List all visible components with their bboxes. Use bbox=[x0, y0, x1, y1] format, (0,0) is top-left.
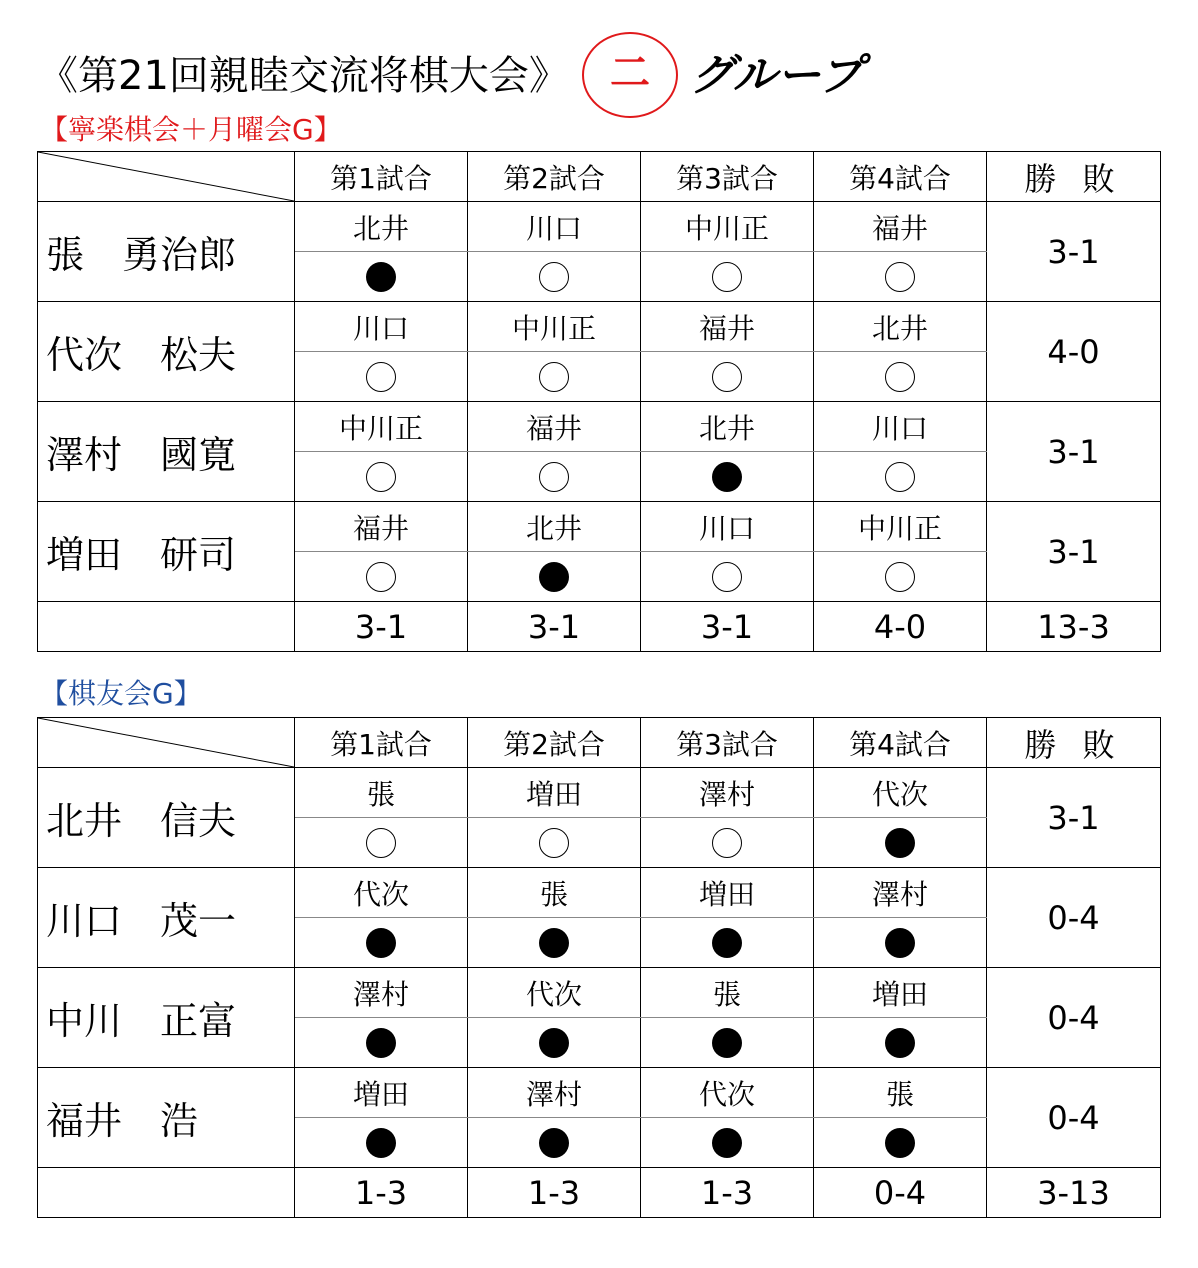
loss-dot-icon bbox=[712, 462, 742, 492]
opponent-name: 澤村 bbox=[641, 768, 814, 818]
result-cell bbox=[814, 552, 987, 602]
results-table bbox=[37, 151, 1161, 652]
result-cell bbox=[814, 252, 987, 302]
win-circle-icon bbox=[366, 562, 396, 592]
opponent-name: 川口 bbox=[468, 202, 641, 252]
opponent-name: 川口 bbox=[295, 302, 468, 352]
result-cell bbox=[468, 818, 641, 868]
player-name: 北井 信夫 bbox=[38, 768, 295, 868]
opponent-name: 代次 bbox=[295, 868, 468, 918]
round-total: 1-3 bbox=[295, 1168, 468, 1218]
opponent-name: 福井 bbox=[814, 202, 987, 252]
result-cell bbox=[814, 352, 987, 402]
opponent-name: 澤村 bbox=[468, 1068, 641, 1118]
player-record: 0-4 bbox=[987, 968, 1161, 1068]
player-name: 張 勇治郎 bbox=[38, 202, 295, 302]
totals-label-cell bbox=[38, 1168, 295, 1218]
result-cell bbox=[641, 1118, 814, 1168]
opponent-name: 中川正 bbox=[468, 302, 641, 352]
round-total: 0-4 bbox=[814, 1168, 987, 1218]
win-circle-icon bbox=[539, 462, 569, 492]
opponent-name: 中川正 bbox=[814, 502, 987, 552]
opponent-name: 福井 bbox=[641, 302, 814, 352]
opponent-name: 澤村 bbox=[295, 968, 468, 1018]
opponent-name: 増田 bbox=[468, 768, 641, 818]
opponent-name: 張 bbox=[295, 768, 468, 818]
loss-dot-icon bbox=[539, 1028, 569, 1058]
opponent-name: 澤村 bbox=[814, 868, 987, 918]
result-cell bbox=[468, 918, 641, 968]
player-name: 代次 松夫 bbox=[38, 302, 295, 402]
result-cell bbox=[295, 352, 468, 402]
win-circle-icon bbox=[885, 262, 915, 292]
opponent-name: 張 bbox=[641, 968, 814, 1018]
loss-dot-icon bbox=[885, 828, 915, 858]
opponent-name: 張 bbox=[814, 1068, 987, 1118]
totals-label-cell bbox=[38, 602, 295, 652]
win-loss-header: 勝 敗 bbox=[987, 152, 1161, 202]
opponent-name: 中川正 bbox=[641, 202, 814, 252]
loss-dot-icon bbox=[366, 1128, 396, 1158]
group-mark: 二 bbox=[610, 50, 650, 96]
result-cell bbox=[641, 452, 814, 502]
round-header: 第2試合 bbox=[468, 718, 641, 768]
opponent-name: 中川正 bbox=[295, 402, 468, 452]
player-record: 3-1 bbox=[987, 202, 1161, 302]
loss-dot-icon bbox=[366, 262, 396, 292]
result-cell bbox=[295, 252, 468, 302]
player-record: 0-4 bbox=[987, 1068, 1161, 1168]
opponent-name: 福井 bbox=[468, 402, 641, 452]
result-cell bbox=[814, 1018, 987, 1068]
win-circle-icon bbox=[712, 262, 742, 292]
opponent-name: 代次 bbox=[814, 768, 987, 818]
result-cell bbox=[814, 1118, 987, 1168]
loss-dot-icon bbox=[712, 928, 742, 958]
group-badge bbox=[582, 32, 678, 118]
opponent-name: 代次 bbox=[468, 968, 641, 1018]
win-circle-icon bbox=[366, 462, 396, 492]
result-cell bbox=[641, 918, 814, 968]
round-total: 3-1 bbox=[641, 602, 814, 652]
player-record: 0-4 bbox=[987, 868, 1161, 968]
win-circle-icon bbox=[712, 362, 742, 392]
player-name: 福井 浩 bbox=[38, 1068, 295, 1168]
result-cell bbox=[814, 818, 987, 868]
loss-dot-icon bbox=[366, 928, 396, 958]
player-name: 澤村 國寛 bbox=[38, 402, 295, 502]
result-cell bbox=[641, 352, 814, 402]
player-name: 川口 茂一 bbox=[38, 868, 295, 968]
round-total: 1-3 bbox=[641, 1168, 814, 1218]
result-cell bbox=[468, 452, 641, 502]
win-circle-icon bbox=[539, 362, 569, 392]
round-total: 3-1 bbox=[295, 602, 468, 652]
result-cell bbox=[295, 452, 468, 502]
opponent-name: 張 bbox=[468, 868, 641, 918]
opponent-name: 川口 bbox=[814, 402, 987, 452]
result-cell bbox=[641, 1018, 814, 1068]
result-cell bbox=[295, 1118, 468, 1168]
result-cell bbox=[641, 552, 814, 602]
result-cell bbox=[468, 352, 641, 402]
player-record: 4-0 bbox=[987, 302, 1161, 402]
loss-dot-icon bbox=[885, 1028, 915, 1058]
grand-total: 3-13 bbox=[987, 1168, 1161, 1218]
group-label: グループ bbox=[690, 50, 863, 101]
result-cell bbox=[468, 1018, 641, 1068]
player-name: 増田 研司 bbox=[38, 502, 295, 602]
results-table bbox=[37, 717, 1161, 1218]
win-circle-icon bbox=[366, 362, 396, 392]
result-cell bbox=[295, 1018, 468, 1068]
opponent-name: 増田 bbox=[295, 1068, 468, 1118]
section-title: 【棋友会G】 bbox=[40, 677, 202, 710]
opponent-name: 北井 bbox=[814, 302, 987, 352]
round-total: 1-3 bbox=[468, 1168, 641, 1218]
round-header: 第1試合 bbox=[295, 718, 468, 768]
opponent-name: 北井 bbox=[468, 502, 641, 552]
result-cell bbox=[295, 818, 468, 868]
win-loss-header: 勝 敗 bbox=[987, 718, 1161, 768]
round-header: 第4試合 bbox=[814, 152, 987, 202]
loss-dot-icon bbox=[885, 1128, 915, 1158]
result-cell bbox=[641, 818, 814, 868]
win-circle-icon bbox=[885, 462, 915, 492]
round-total: 4-0 bbox=[814, 602, 987, 652]
opponent-name: 北井 bbox=[295, 202, 468, 252]
win-circle-icon bbox=[539, 828, 569, 858]
player-record: 3-1 bbox=[987, 402, 1161, 502]
round-header: 第4試合 bbox=[814, 718, 987, 768]
result-cell bbox=[468, 552, 641, 602]
loss-dot-icon bbox=[539, 562, 569, 592]
player-record: 3-1 bbox=[987, 768, 1161, 868]
win-circle-icon bbox=[885, 362, 915, 392]
win-circle-icon bbox=[712, 562, 742, 592]
win-circle-icon bbox=[366, 828, 396, 858]
header-corner bbox=[38, 152, 295, 202]
result-cell bbox=[295, 918, 468, 968]
opponent-name: 福井 bbox=[295, 502, 468, 552]
round-header: 第3試合 bbox=[641, 152, 814, 202]
loss-dot-icon bbox=[539, 928, 569, 958]
section-title: 【寧楽棋会＋月曜会G】 bbox=[40, 113, 342, 146]
loss-dot-icon bbox=[366, 1028, 396, 1058]
result-cell bbox=[641, 252, 814, 302]
round-header: 第2試合 bbox=[468, 152, 641, 202]
win-circle-icon bbox=[712, 828, 742, 858]
result-cell bbox=[468, 1118, 641, 1168]
opponent-name: 川口 bbox=[641, 502, 814, 552]
player-name: 中川 正富 bbox=[38, 968, 295, 1068]
round-total: 3-1 bbox=[468, 602, 641, 652]
player-record: 3-1 bbox=[987, 502, 1161, 602]
page-title: 《第21回親睦交流将棋大会》 bbox=[38, 53, 569, 99]
loss-dot-icon bbox=[712, 1128, 742, 1158]
opponent-name: 増田 bbox=[641, 868, 814, 918]
result-cell bbox=[814, 452, 987, 502]
win-circle-icon bbox=[885, 562, 915, 592]
opponent-name: 代次 bbox=[641, 1068, 814, 1118]
header-corner bbox=[38, 718, 295, 768]
result-cell bbox=[814, 918, 987, 968]
opponent-name: 増田 bbox=[814, 968, 987, 1018]
round-header: 第1試合 bbox=[295, 152, 468, 202]
win-circle-icon bbox=[539, 262, 569, 292]
opponent-name: 北井 bbox=[641, 402, 814, 452]
loss-dot-icon bbox=[539, 1128, 569, 1158]
loss-dot-icon bbox=[885, 928, 915, 958]
round-header: 第3試合 bbox=[641, 718, 814, 768]
grand-total: 13-3 bbox=[987, 602, 1161, 652]
loss-dot-icon bbox=[712, 1028, 742, 1058]
result-cell bbox=[295, 552, 468, 602]
result-cell bbox=[468, 252, 641, 302]
